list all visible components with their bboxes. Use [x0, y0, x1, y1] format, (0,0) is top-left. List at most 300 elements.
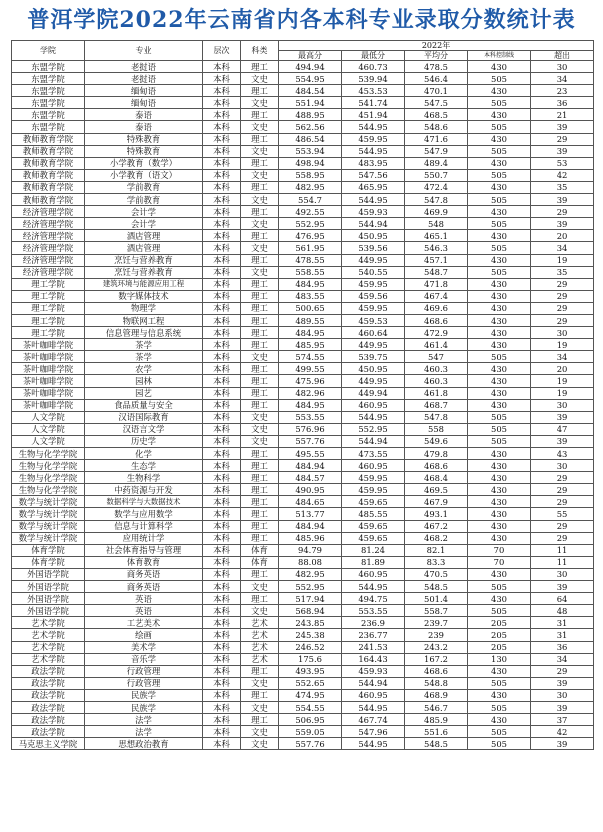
major-cell: 历史学	[85, 435, 203, 447]
category-cell: 艺术	[241, 653, 279, 665]
above-cell: 30	[531, 689, 594, 701]
level-cell: 本科	[203, 677, 241, 689]
control-line-cell: 70	[468, 556, 531, 568]
control-line-cell: 430	[468, 375, 531, 387]
major-cell: 美术学	[85, 641, 203, 653]
category-cell: 理工	[241, 399, 279, 411]
category-cell: 文史	[241, 738, 279, 750]
college-cell: 经济管理学院	[12, 218, 85, 230]
above-cell: 19	[531, 339, 594, 351]
avg-score-cell: 461.4	[405, 339, 468, 351]
college-cell: 数学与统计学院	[12, 496, 85, 508]
avg-score-cell: 82.1	[405, 544, 468, 556]
major-cell: 酒店管理	[85, 230, 203, 242]
control-line-cell: 205	[468, 629, 531, 641]
table-row	[12, 472, 594, 484]
max-score-cell: 478.55	[279, 254, 342, 266]
major-cell: 酒店管理	[85, 242, 203, 254]
above-cell: 11	[531, 556, 594, 568]
category-cell: 文史	[241, 169, 279, 181]
college-cell: 艺术学院	[12, 653, 85, 665]
above-cell: 42	[531, 726, 594, 738]
min-score-cell: 459.95	[342, 302, 405, 314]
min-score-cell: 459.95	[342, 133, 405, 145]
above-cell: 34	[531, 351, 594, 363]
avg-score-cell: 468.9	[405, 689, 468, 701]
min-score-cell: 460.73	[342, 61, 405, 73]
max-score-cell: 506.95	[279, 714, 342, 726]
above-cell: 29	[531, 472, 594, 484]
above-cell: 53	[531, 157, 594, 169]
max-score-cell: 482.96	[279, 387, 342, 399]
table-row	[12, 206, 594, 218]
max-score-cell: 484.94	[279, 520, 342, 532]
avg-score-cell: 548.5	[405, 738, 468, 750]
above-cell: 29	[531, 532, 594, 544]
table-row	[12, 677, 594, 689]
major-cell: 商务英语	[85, 581, 203, 593]
college-cell: 生物与化学学院	[12, 484, 85, 496]
max-score-cell: 482.95	[279, 568, 342, 580]
level-cell: 本科	[203, 278, 241, 290]
category-cell: 文史	[241, 73, 279, 85]
control-line-cell: 430	[468, 290, 531, 302]
major-cell: 食品质量与安全	[85, 399, 203, 411]
category-cell: 理工	[241, 714, 279, 726]
table-row	[12, 629, 594, 641]
college-cell: 茶叶咖啡学院	[12, 399, 85, 411]
table-row	[12, 145, 594, 157]
table-row	[12, 375, 594, 387]
min-score-cell: 459.95	[342, 278, 405, 290]
major-cell: 绘画	[85, 629, 203, 641]
min-score-cell: 449.94	[342, 387, 405, 399]
avg-score-cell: 468.6	[405, 665, 468, 677]
control-line-cell: 505	[468, 701, 531, 713]
control-line-cell: 430	[468, 460, 531, 472]
major-cell: 体育教育	[85, 556, 203, 568]
min-score-cell: 164.43	[342, 653, 405, 665]
category-cell: 艺术	[241, 617, 279, 629]
major-cell: 物联网工程	[85, 314, 203, 326]
above-cell: 29	[531, 290, 594, 302]
above-cell: 34	[531, 242, 594, 254]
college-cell: 理工学院	[12, 327, 85, 339]
category-cell: 理工	[241, 363, 279, 375]
table-row	[12, 665, 594, 677]
avg-score-cell: 550.7	[405, 169, 468, 181]
table-row	[12, 97, 594, 109]
major-cell: 工艺美术	[85, 617, 203, 629]
major-cell: 汉语言文学	[85, 423, 203, 435]
college-cell: 人文学院	[12, 423, 85, 435]
level-cell: 本科	[203, 339, 241, 351]
table-row	[12, 290, 594, 302]
min-score-cell: 460.95	[342, 399, 405, 411]
above-cell: 43	[531, 448, 594, 460]
max-score-cell: 553.94	[279, 145, 342, 157]
college-cell: 政法学院	[12, 665, 85, 677]
max-score-cell: 561.95	[279, 242, 342, 254]
major-cell: 建筑环境与能源应用工程	[85, 278, 203, 290]
min-score-cell: 449.95	[342, 339, 405, 351]
table-row	[12, 653, 594, 665]
college-cell: 教师教育学院	[12, 157, 85, 169]
avg-score-cell: 469.6	[405, 302, 468, 314]
level-cell: 本科	[203, 472, 241, 484]
max-score-cell: 500.65	[279, 302, 342, 314]
above-cell: 39	[531, 581, 594, 593]
level-cell: 本科	[203, 327, 241, 339]
max-score-cell: 483.55	[279, 290, 342, 302]
min-score-cell: 450.95	[342, 230, 405, 242]
table-row	[12, 133, 594, 145]
level-cell: 本科	[203, 230, 241, 242]
table-row	[12, 399, 594, 411]
avg-score-cell: 243.2	[405, 641, 468, 653]
category-cell: 理工	[241, 568, 279, 580]
min-score-cell: 544.94	[342, 677, 405, 689]
control-line-cell: 430	[468, 568, 531, 580]
level-cell: 本科	[203, 254, 241, 266]
category-cell: 文史	[241, 121, 279, 133]
level-cell: 本科	[203, 181, 241, 193]
category-cell: 理工	[241, 157, 279, 169]
control-line-cell: 430	[468, 363, 531, 375]
avg-score-cell: 547.8	[405, 411, 468, 423]
max-score-cell: 488.95	[279, 109, 342, 121]
level-cell: 本科	[203, 508, 241, 520]
avg-score-cell: 548	[405, 218, 468, 230]
category-cell: 文史	[241, 97, 279, 109]
table-row	[12, 581, 594, 593]
avg-score-cell: 501.4	[405, 593, 468, 605]
max-score-cell: 485.96	[279, 532, 342, 544]
college-cell: 政法学院	[12, 726, 85, 738]
major-cell: 学前教育	[85, 181, 203, 193]
avg-score-cell: 467.9	[405, 496, 468, 508]
avg-score-cell: 468.7	[405, 399, 468, 411]
category-cell: 文史	[241, 726, 279, 738]
max-score-cell: 562.56	[279, 121, 342, 133]
table-row	[12, 109, 594, 121]
college-cell: 理工学院	[12, 314, 85, 326]
category-cell: 理工	[241, 85, 279, 97]
level-cell: 本科	[203, 605, 241, 617]
category-cell: 理工	[241, 520, 279, 532]
min-score-cell: 449.95	[342, 254, 405, 266]
avg-score-cell: 548.8	[405, 677, 468, 689]
table-row	[12, 641, 594, 653]
level-cell: 本科	[203, 653, 241, 665]
table-row	[12, 544, 594, 556]
min-score-cell: 241.53	[342, 641, 405, 653]
avg-score-cell: 546.3	[405, 242, 468, 254]
min-score-cell: 547.96	[342, 726, 405, 738]
min-score-cell: 544.95	[342, 581, 405, 593]
above-cell: 31	[531, 617, 594, 629]
major-cell: 汉语国际教育	[85, 411, 203, 423]
table-row	[12, 73, 594, 85]
category-cell: 理工	[241, 278, 279, 290]
major-cell: 法学	[85, 714, 203, 726]
college-cell: 人文学院	[12, 411, 85, 423]
avg-score-cell: 239	[405, 629, 468, 641]
above-cell: 29	[531, 302, 594, 314]
college-cell: 东盟学院	[12, 109, 85, 121]
above-cell: 39	[531, 194, 594, 206]
major-cell: 中药资源与开发	[85, 484, 203, 496]
level-cell: 本科	[203, 363, 241, 375]
header-year: 2022年	[279, 41, 594, 51]
min-score-cell: 459.93	[342, 665, 405, 677]
control-line-cell: 430	[468, 133, 531, 145]
control-line-cell: 430	[468, 496, 531, 508]
category-cell: 理工	[241, 302, 279, 314]
above-cell: 39	[531, 435, 594, 447]
college-cell: 茶叶咖啡学院	[12, 351, 85, 363]
college-cell: 艺术学院	[12, 617, 85, 629]
control-line-cell: 430	[468, 109, 531, 121]
major-cell: 生物科学	[85, 472, 203, 484]
major-cell: 缅甸语	[85, 85, 203, 97]
category-cell: 文史	[241, 581, 279, 593]
table-row	[12, 157, 594, 169]
avg-score-cell: 467.4	[405, 290, 468, 302]
header-avg: 平均分	[405, 51, 468, 61]
level-cell: 本科	[203, 169, 241, 181]
above-cell: 20	[531, 363, 594, 375]
level-cell: 本科	[203, 448, 241, 460]
major-cell: 英语	[85, 593, 203, 605]
max-score-cell: 476.95	[279, 230, 342, 242]
major-cell: 社会体育指导与管理	[85, 544, 203, 556]
above-cell: 29	[531, 665, 594, 677]
above-cell: 21	[531, 109, 594, 121]
control-line-cell: 430	[468, 399, 531, 411]
college-cell: 茶叶咖啡学院	[12, 387, 85, 399]
level-cell: 本科	[203, 194, 241, 206]
level-cell: 本科	[203, 145, 241, 157]
level-cell: 本科	[203, 484, 241, 496]
above-cell: 39	[531, 121, 594, 133]
category-cell: 文史	[241, 435, 279, 447]
avg-score-cell: 493.1	[405, 508, 468, 520]
table-row	[12, 254, 594, 266]
level-cell: 本科	[203, 701, 241, 713]
table-row	[12, 302, 594, 314]
avg-score-cell: 468.2	[405, 532, 468, 544]
category-cell: 理工	[241, 254, 279, 266]
max-score-cell: 490.95	[279, 484, 342, 496]
control-line-cell: 430	[468, 448, 531, 460]
control-line-cell: 430	[468, 508, 531, 520]
avg-score-cell: 467.2	[405, 520, 468, 532]
above-cell: 19	[531, 375, 594, 387]
college-cell: 艺术学院	[12, 629, 85, 641]
control-line-cell: 505	[468, 726, 531, 738]
major-cell: 民族学	[85, 689, 203, 701]
max-score-cell: 485.95	[279, 339, 342, 351]
max-score-cell: 498.94	[279, 157, 342, 169]
avg-score-cell: 460.3	[405, 363, 468, 375]
major-cell: 茶学	[85, 351, 203, 363]
above-cell: 39	[531, 218, 594, 230]
above-cell: 29	[531, 314, 594, 326]
major-cell: 茶学	[85, 339, 203, 351]
avg-score-cell: 547.8	[405, 194, 468, 206]
control-line-cell: 505	[468, 194, 531, 206]
category-cell: 艺术	[241, 641, 279, 653]
avg-score-cell: 485.9	[405, 714, 468, 726]
control-line-cell: 430	[468, 314, 531, 326]
min-score-cell: 544.95	[342, 411, 405, 423]
control-line-cell: 505	[468, 677, 531, 689]
college-cell: 外国语学院	[12, 605, 85, 617]
level-cell: 本科	[203, 532, 241, 544]
min-score-cell: 460.64	[342, 327, 405, 339]
table-row	[12, 593, 594, 605]
college-cell: 经济管理学院	[12, 242, 85, 254]
max-score-cell: 484.95	[279, 327, 342, 339]
header-major: 专业	[85, 41, 203, 61]
category-cell: 理工	[241, 387, 279, 399]
college-cell: 艺术学院	[12, 641, 85, 653]
max-score-cell: 484.95	[279, 399, 342, 411]
control-line-cell: 430	[468, 484, 531, 496]
level-cell: 本科	[203, 496, 241, 508]
control-line-cell: 430	[468, 327, 531, 339]
category-cell: 文史	[241, 266, 279, 278]
level-cell: 本科	[203, 314, 241, 326]
table-row	[12, 689, 594, 701]
above-cell: 29	[531, 206, 594, 218]
control-line-cell: 505	[468, 435, 531, 447]
max-score-cell: 552.95	[279, 581, 342, 593]
max-score-cell: 492.55	[279, 206, 342, 218]
max-score-cell: 553.55	[279, 411, 342, 423]
avg-score-cell: 469.9	[405, 206, 468, 218]
major-cell: 小学教育（语文）	[85, 169, 203, 181]
max-score-cell: 489.55	[279, 314, 342, 326]
category-cell: 文史	[241, 701, 279, 713]
major-cell: 缅甸语	[85, 97, 203, 109]
max-score-cell: 558.95	[279, 169, 342, 181]
control-line-cell: 430	[468, 689, 531, 701]
control-line-cell: 70	[468, 544, 531, 556]
max-score-cell: 484.54	[279, 85, 342, 97]
avg-score-cell: 551.6	[405, 726, 468, 738]
major-cell: 泰语	[85, 121, 203, 133]
level-cell: 本科	[203, 121, 241, 133]
min-score-cell: 460.95	[342, 568, 405, 580]
college-cell: 东盟学院	[12, 97, 85, 109]
max-score-cell: 484.57	[279, 472, 342, 484]
table-body	[12, 61, 594, 750]
level-cell: 本科	[203, 302, 241, 314]
avg-score-cell: 83.3	[405, 556, 468, 568]
min-score-cell: 485.55	[342, 508, 405, 520]
control-line-cell: 505	[468, 581, 531, 593]
max-score-cell: 245.38	[279, 629, 342, 641]
college-cell: 政法学院	[12, 714, 85, 726]
max-score-cell: 243.85	[279, 617, 342, 629]
table-row	[12, 738, 594, 750]
admission-score-table	[11, 40, 594, 750]
above-cell: 30	[531, 399, 594, 411]
major-cell: 音乐学	[85, 653, 203, 665]
min-score-cell: 544.95	[342, 738, 405, 750]
avg-score-cell: 167.2	[405, 653, 468, 665]
category-cell: 文史	[241, 677, 279, 689]
above-cell: 39	[531, 701, 594, 713]
above-cell: 42	[531, 169, 594, 181]
control-line-cell: 505	[468, 145, 531, 157]
min-score-cell: 553.55	[342, 605, 405, 617]
avg-score-cell: 470.5	[405, 568, 468, 580]
college-cell: 外国语学院	[12, 593, 85, 605]
above-cell: 34	[531, 73, 594, 85]
college-cell: 教师教育学院	[12, 194, 85, 206]
max-score-cell: 554.95	[279, 73, 342, 85]
table-row	[12, 169, 594, 181]
category-cell: 体育	[241, 556, 279, 568]
level-cell: 本科	[203, 206, 241, 218]
level-cell: 本科	[203, 641, 241, 653]
major-cell: 会计学	[85, 206, 203, 218]
max-score-cell: 574.55	[279, 351, 342, 363]
min-score-cell: 544.94	[342, 435, 405, 447]
min-score-cell: 541.74	[342, 97, 405, 109]
college-cell: 东盟学院	[12, 121, 85, 133]
max-score-cell: 552.95	[279, 218, 342, 230]
max-score-cell: 484.95	[279, 278, 342, 290]
above-cell: 39	[531, 145, 594, 157]
max-score-cell: 576.96	[279, 423, 342, 435]
avg-score-cell: 478.5	[405, 61, 468, 73]
level-cell: 本科	[203, 290, 241, 302]
table-row	[12, 363, 594, 375]
college-cell: 政法学院	[12, 677, 85, 689]
max-score-cell: 246.52	[279, 641, 342, 653]
level-cell: 本科	[203, 435, 241, 447]
control-line-cell: 505	[468, 73, 531, 85]
college-cell: 马克思主义学院	[12, 738, 85, 750]
table-row	[12, 242, 594, 254]
min-score-cell: 459.65	[342, 532, 405, 544]
college-cell: 东盟学院	[12, 73, 85, 85]
category-cell: 理工	[241, 290, 279, 302]
major-cell: 英语	[85, 605, 203, 617]
category-cell: 理工	[241, 689, 279, 701]
major-cell: 泰语	[85, 109, 203, 121]
category-cell: 理工	[241, 230, 279, 242]
college-cell: 理工学院	[12, 290, 85, 302]
major-cell: 烹饪与营养教育	[85, 254, 203, 266]
header-college: 学院	[12, 41, 85, 61]
category-cell: 艺术	[241, 629, 279, 641]
category-cell: 文史	[241, 242, 279, 254]
college-cell: 政法学院	[12, 701, 85, 713]
avg-score-cell: 465.1	[405, 230, 468, 242]
max-score-cell: 494.94	[279, 61, 342, 73]
control-line-cell: 430	[468, 714, 531, 726]
avg-score-cell: 472.4	[405, 181, 468, 193]
avg-score-cell: 468.4	[405, 472, 468, 484]
level-cell: 本科	[203, 97, 241, 109]
category-cell: 理工	[241, 206, 279, 218]
above-cell: 29	[531, 520, 594, 532]
